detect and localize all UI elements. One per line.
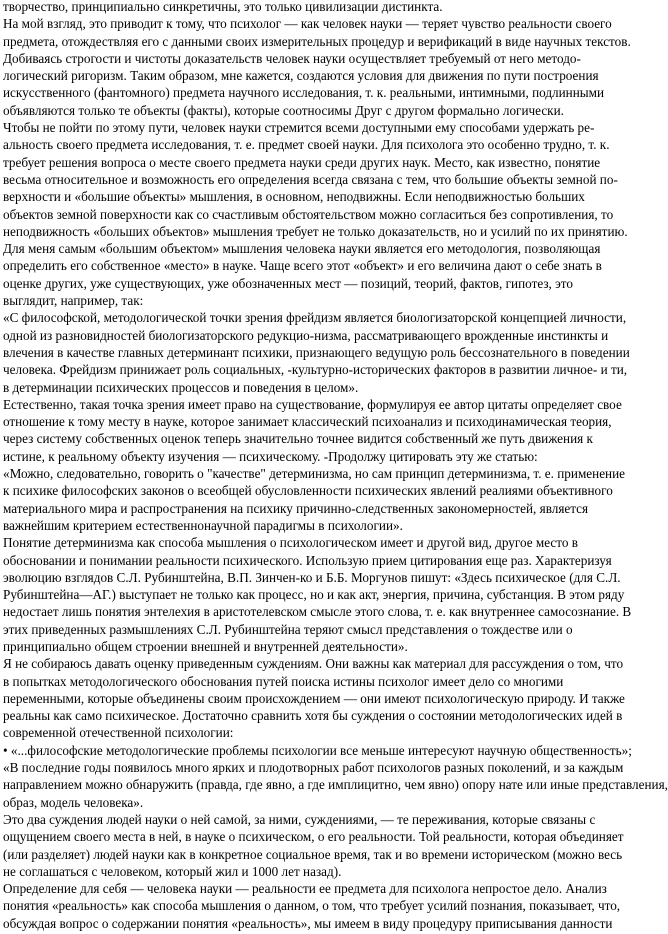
text-line: (или разделяет) людей науки как в конкретное социальное время, так и во времени историческом (можно весь <box>3 846 623 862</box>
quote-line: человека. Фрейдизм принижает роль социальных, -культурно-исторических факторов в развитии личное- и ти, <box>3 362 628 378</box>
text-line: этих приведенных размышлениях С.Л. Рубинштейна теряют смысл представления о тождестве или о <box>3 621 573 637</box>
text-line: реальны как само психическое. Достаточно сравнить хотя бы суждения о состоянии методологических идей в <box>3 708 623 724</box>
text-line: творчество, принципиально синкретичны, это только цивилизации дистинкта. <box>3 0 443 14</box>
text-line: Это два суждения людей науки о ней самой, за ними, суждениями, — те переживания, которые связаны с <box>3 811 596 827</box>
quote-line: материального мира и распространения на психику причинно-следственных закономерностей, является <box>3 500 589 516</box>
text-line: верхности и «большие объекты» мышления, в основном, неподвижны. Если неподвижностью больших <box>3 189 585 205</box>
quote-line: «Можно, следовательно, говорить о "качестве" детерминизма, но сам принцип детерминизма, т. е. применение <box>3 466 626 482</box>
text-line: Чтобы не пойти по этому пути, человек науки стремится всеми доступными ему способами удержать ре- <box>3 120 595 136</box>
quote-line: к психике философских законов о всеобщей обусловленности психических явлений реалиями объективного <box>3 483 613 499</box>
text-line: предмета, отождествляя его с данными своих измерительных процедур и верификаций в виде научных текстов. <box>3 33 631 49</box>
text-line: На мой взгляд, это приводит к тому, что психолог — как человек науки — теряет чувство реальности своего <box>3 16 612 32</box>
text-line: переменными, которые объединены своим происхождением — они имеют психологическую природу. И также <box>3 690 625 706</box>
quote-line: «С философской, методологической точки зрения фрейдизм является биологизаторской концепцией личности, <box>3 310 627 326</box>
text-line: эволюцию взглядов С.Л. Рубинштейна, В.П. Зинчен-ко и Б.Б. Моргунов пишут: «Здесь психическое (для С.Л. <box>3 569 621 585</box>
text-line: альность своего предмета исследования, т. е. предмет своей науки. Для психолога это особенно трудно, т. к. <box>3 137 610 153</box>
text-line: искусственного (фантомного) предмета научного исследования, т. к. реальными, интимными, подлинными <box>3 85 605 101</box>
text-line: Определение для себя — человека науки — реальности ее предмета для психолога непростое дело. Анализ <box>3 881 607 897</box>
text-line: Я не собираюсь давать оценку приведенным суждениям. Они важны как материал для рассуждения о том, что <box>3 656 624 672</box>
text-line: не соглашаться с человеком, который жил и 1000 лет назад). <box>3 863 342 879</box>
text-line: обсуждая вопрос о содержании понятия «реальность», мы имеем в виду процедуру приписывания данности <box>3 915 613 931</box>
text-line: Для меня самым «большим объектом» мышления человека науки является его методология, позволяющая <box>3 241 601 257</box>
text-line: Понятие детерминизма как способа мышления о психологическом имеет и другой вид, другое место в <box>3 535 578 551</box>
text-line: истине, к реальному объекту изучения — психическому. -Продолжу цитировать эту же статью: <box>3 448 538 464</box>
text-line: современной отечественной психологии: <box>3 725 234 741</box>
text-line: неподвижность «больших объектов» мышления требует не только доказательств, но и усилий по их принятию. <box>3 223 628 239</box>
text-line: Естественно, такая точка зрения имеет право на существование, формулируя ее автор цитаты определяет свое <box>3 396 622 412</box>
text-line: недостает лишь понятия энтелехия в аристотелевском смысле этого слова, т. е. как внутреннее самосознание. В <box>3 604 632 620</box>
text-line: понятия «реальность» как способа мышления о данном, о том, что требует усилий познания, показывает, что, <box>3 898 621 914</box>
text-line: ощущением своего места в ней, в науке о психическом, о его реальности. Той реальности, которая объединяет <box>3 829 624 845</box>
quote-line: в детерминации психических процессов и поведения в целом». <box>3 379 359 395</box>
quote-line: образ, модель человека». <box>3 794 144 810</box>
text-line: логический ригоризм. Таким образом, мне кажется, создаются условия для движения по пути построения <box>3 68 599 84</box>
text-line: оценке других, уже существующих, уже обозначенных мест — позиций, теорий, фактов, гипотез, это <box>3 275 573 291</box>
quote-line: важнейшим критерием естественнонаучной парадигмы в психологии». <box>3 517 403 533</box>
text-line: через систему собственных оценок теперь значительно точнее видится собственный же путь движения к <box>3 431 593 447</box>
text-line: требует решения вопроса о месте своего предмета науки среди других наук. Место, как известно, понятие <box>3 154 601 170</box>
text-line: принципиально общем строении внешней и внутренней деятельности». <box>3 638 408 654</box>
text-line: в попытках методологического обоснования путей поиска истины психолог имеет дело со многими <box>3 673 564 689</box>
bullet-line: • «...философские методологические проблемы психологии все меньше интересуют научную общественность»; <box>3 742 632 758</box>
quote-line: «В последние годы появилось много ярких и плодотворных работ психологов разных поколений, и за каждым <box>3 760 624 776</box>
text-line: объявляются только те объекты (факты), которые соотносимы Друг с другом формально логически. <box>3 102 564 118</box>
text-line: выглядит, например, так: <box>3 293 144 309</box>
text-line: определить его собственное «место» в науке. Чаще всего этот «объект» и его величина дают о себе знать в <box>3 258 602 274</box>
text-line: отношение к тому месту в науке, которое занимает классический психоанализ и психодинамическая теория, <box>3 414 612 430</box>
quote-line: влечения в качестве главных детерминант психики, признающего ведущую роль бессознательного в поведении <box>3 344 630 360</box>
text-line: весьма относительное и возможность его определения всегда связана с тем, что большие объекты земной по- <box>3 171 618 187</box>
text-line: Рубинштейна—АГ.) выступает не только как процесс, но и как акт, энергия, причина, субстанция. В этом ряду <box>3 587 625 603</box>
text-line: обосновании и понимании реальности психического. Использую прием цитирования еще раз. Характеризуя <box>3 552 612 568</box>
text-line: объектов земной поверхности как со счастливым обстоятельством можно согласиться без сопротивления, то <box>3 206 614 222</box>
quote-line: направлением можно обнаружить (правда, где явно, а где имплицитно, чем явно) опору нате или иные представления, <box>3 777 668 793</box>
text-line: Добиваясь строгости и чистоты доказательств человек науки осуществляет требуемый от него методо- <box>3 50 581 66</box>
quote-line: одной из разновидностей биологизаторского редукцио-низма, рассматривающего врожденные инстинкты и <box>3 327 609 343</box>
